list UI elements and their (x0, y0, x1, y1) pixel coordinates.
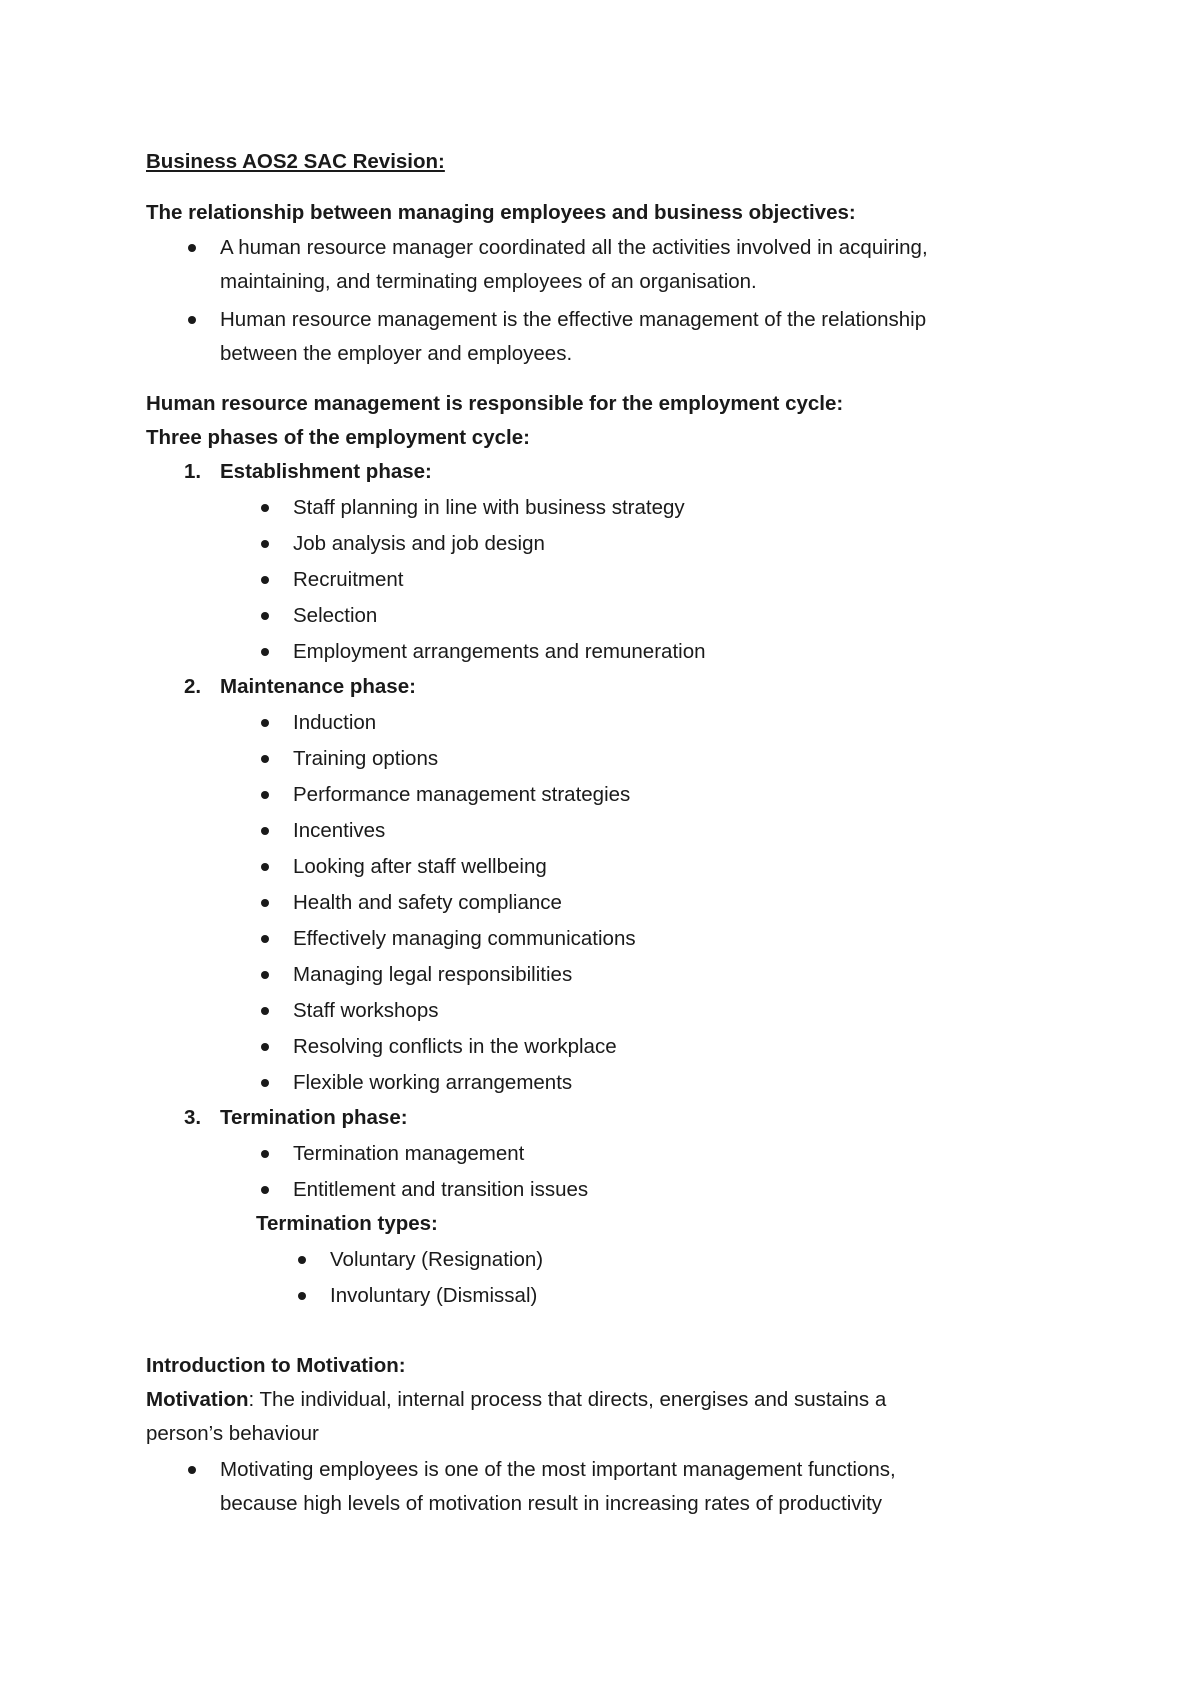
motivation-definition (146, 1386, 886, 1414)
list-item: Selection (293, 602, 377, 630)
list-item: Resolving conflicts in the workplace (293, 1033, 617, 1061)
termination-types-heading: Termination types: (256, 1212, 438, 1235)
list-item: Human resource management is the effective management of the relationship (220, 306, 926, 334)
list-item: Managing legal responsibilities (293, 961, 572, 989)
section-heading-motivation: Introduction to Motivation: (146, 1354, 406, 1377)
motivation-definition-continuation: person’s behaviour (146, 1422, 319, 1445)
list-item-continuation: between the employer and employees. (220, 342, 573, 365)
phase-number: 2. (184, 675, 202, 698)
phase-title-maintenance: Maintenance phase: (220, 675, 416, 698)
definition-term: Motivation (146, 1388, 249, 1411)
list-item: Motivating employees is one of the most important management functions, (220, 1456, 896, 1484)
list-item: Job analysis and job design (293, 530, 545, 558)
subheading-three-phases: Three phases of the employment cycle: (146, 426, 530, 449)
section-heading-hr-objectives: The relationship between managing employees and business objectives: (146, 201, 856, 224)
list-item: Entitlement and transition issues (293, 1176, 588, 1204)
list-item: Effectively managing communications (293, 925, 636, 953)
list-item: Termination management (293, 1140, 524, 1168)
list-item-continuation: because high levels of motivation result in increasing rates of productivity (220, 1492, 883, 1515)
phase-number: 1. (184, 460, 202, 483)
definition-text: : The individual, internal process that directs, energises and sustains a (248, 1388, 887, 1411)
list-item: Recruitment (293, 566, 404, 594)
list-item: Employment arrangements and remuneration (293, 638, 706, 666)
list-item: A human resource manager coordinated all the activities involved in acquiring, (220, 234, 928, 262)
phase-number: 3. (184, 1106, 202, 1129)
list-item-continuation: maintaining, and terminating employees of an organisation. (220, 270, 757, 293)
phase-title-termination: Termination phase: (220, 1106, 408, 1129)
list-item: Training options (293, 745, 438, 773)
phase-title-establishment: Establishment phase: (220, 460, 432, 483)
list-item: Staff workshops (293, 997, 438, 1025)
list-item: Incentives (293, 817, 385, 845)
list-item: Induction (293, 709, 376, 737)
list-item: Health and safety compliance (293, 889, 562, 917)
list-item: Involuntary (Dismissal) (330, 1282, 537, 1310)
list-item: Flexible working arrangements (293, 1069, 572, 1097)
section-heading-employment-cycle: Human resource management is responsible for the employment cycle: (146, 392, 844, 415)
list-item: Voluntary (Resignation) (330, 1246, 543, 1274)
list-item: Performance management strategies (293, 781, 630, 809)
document-title: Business AOS2 SAC Revision: (146, 150, 445, 173)
list-item: Looking after staff wellbeing (293, 853, 547, 881)
list-item: Staff planning in line with business strategy (293, 494, 685, 522)
